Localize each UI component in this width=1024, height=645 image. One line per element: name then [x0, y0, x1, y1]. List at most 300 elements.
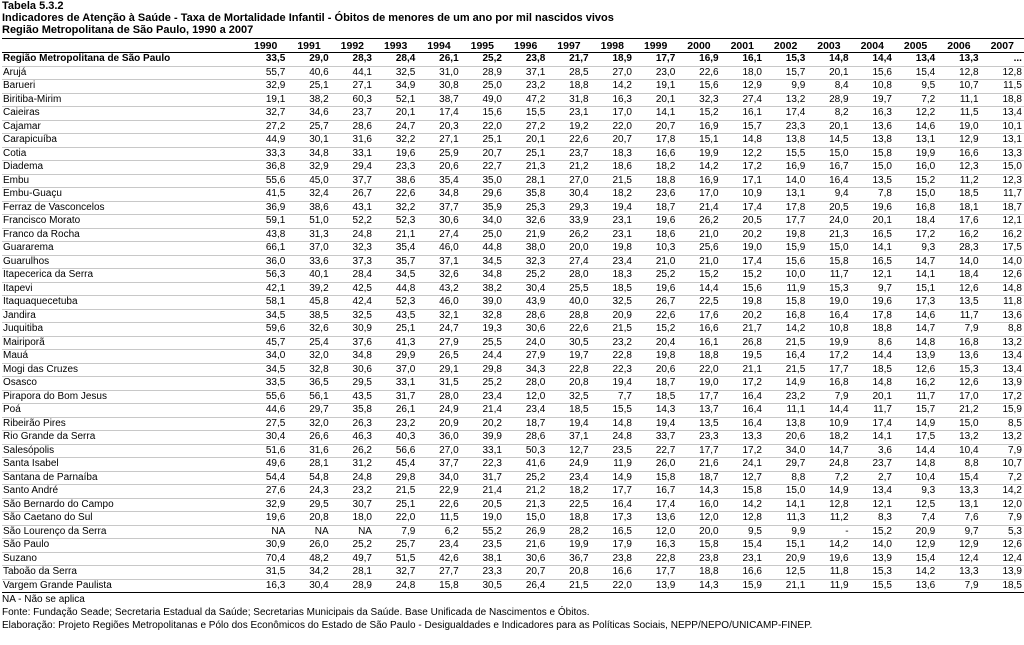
rate-cell: 14,0: [981, 255, 1024, 269]
rate-cell: 12,7: [547, 444, 590, 458]
year-header: 2000: [677, 39, 720, 53]
rate-cell: 20,2: [461, 417, 504, 431]
rate-cell: 33,1: [374, 377, 417, 391]
rate-cell: ...: [981, 53, 1024, 67]
rate-cell: 9,3: [894, 485, 937, 499]
rate-cell: 55,2: [461, 525, 504, 539]
rate-cell: 52,3: [374, 296, 417, 310]
rate-cell: 39,9: [461, 431, 504, 445]
rate-cell: 15,2: [634, 323, 677, 337]
rate-cell: 12,8: [807, 498, 850, 512]
rate-cell: 23,2: [504, 80, 547, 94]
municipality-name: Biritiba-Mirim: [2, 93, 244, 107]
municipality-name: Salesópolis: [2, 444, 244, 458]
rate-cell: 16,6: [721, 566, 764, 580]
rate-cell: 8,8: [937, 458, 980, 472]
rate-cell: 34,0: [244, 350, 287, 364]
rate-cell: 27,7: [417, 566, 460, 580]
rate-cell: 30,9: [244, 539, 287, 553]
rate-cell: 21,5: [591, 174, 634, 188]
rate-cell: 25,2: [461, 53, 504, 67]
rate-cell: 25,0: [461, 228, 504, 242]
municipality-name: Poá: [2, 404, 244, 418]
rate-cell: 16,4: [591, 498, 634, 512]
rate-cell: 41,3: [374, 336, 417, 350]
table-row: [2, 458, 1024, 472]
rate-cell: 16,8: [894, 201, 937, 215]
rate-cell: 35,8: [331, 404, 374, 418]
rate-cell: 40,6: [287, 66, 330, 80]
municipality-name: Vargem Grande Paulista: [2, 579, 244, 593]
rate-cell: 10,8: [807, 323, 850, 337]
rate-cell: 31,7: [461, 471, 504, 485]
rate-cell: 9,9: [764, 525, 807, 539]
rate-cell: 21,0: [634, 255, 677, 269]
rate-cell: 18,7: [634, 201, 677, 215]
rate-cell: 19,5: [721, 350, 764, 364]
year-header: 1993: [374, 39, 417, 53]
rate-cell: 43,5: [374, 309, 417, 323]
municipality-name: Carapicuíba: [2, 134, 244, 148]
rate-cell: 30,6: [504, 552, 547, 566]
rate-cell: 18,5: [851, 363, 894, 377]
rate-cell: 13,3: [721, 431, 764, 445]
rate-cell: 31,3: [287, 228, 330, 242]
rate-cell: 30,6: [417, 215, 460, 229]
rate-cell: 10,9: [721, 188, 764, 202]
rate-cell: 28,5: [547, 66, 590, 80]
rate-cell: 15,1: [764, 539, 807, 553]
table-row: [2, 323, 1024, 337]
rate-cell: 15,4: [894, 66, 937, 80]
rate-cell: 56,1: [287, 390, 330, 404]
rate-cell: 43,5: [331, 390, 374, 404]
rate-cell: 24,8: [331, 228, 374, 242]
rate-cell: 9,4: [807, 188, 850, 202]
rate-cell: 32,3: [677, 93, 720, 107]
rate-cell: 23,4: [591, 255, 634, 269]
rate-cell: 29,8: [461, 363, 504, 377]
municipality-name: Guararema: [2, 242, 244, 256]
rate-cell: 20,1: [504, 134, 547, 148]
rate-cell: 20,7: [461, 147, 504, 161]
municipality-name: Francisco Morato: [2, 215, 244, 229]
rate-cell: 13,7: [677, 404, 720, 418]
rate-cell: 26,0: [287, 539, 330, 553]
rate-cell: 15,0: [807, 147, 850, 161]
rate-cell: 15,5: [851, 579, 894, 593]
rate-cell: 15,1: [894, 282, 937, 296]
rate-cell: 15,6: [851, 66, 894, 80]
table-row: [2, 539, 1024, 553]
rate-cell: 23,4: [461, 390, 504, 404]
rate-cell: 8,8: [981, 323, 1024, 337]
rate-cell: 16,4: [807, 174, 850, 188]
rate-cell: 14,1: [851, 431, 894, 445]
rate-cell: 11,8: [981, 296, 1024, 310]
rate-cell: 34,5: [461, 255, 504, 269]
rate-cell: 27,1: [331, 80, 374, 94]
rate-cell: 14,1: [764, 498, 807, 512]
rate-cell: 32,5: [547, 390, 590, 404]
rate-cell: 22,0: [374, 512, 417, 526]
rate-cell: 34,2: [287, 566, 330, 580]
rate-cell: 21,3: [807, 228, 850, 242]
rate-cell: 22,3: [461, 458, 504, 472]
rate-cell: 28,9: [807, 93, 850, 107]
rate-cell: 26,2: [677, 215, 720, 229]
rate-cell: 13,8: [851, 134, 894, 148]
rate-cell: 22,9: [417, 485, 460, 499]
rate-cell: 24,1: [721, 458, 764, 472]
year-header: 1999: [634, 39, 677, 53]
rate-cell: 14,6: [894, 309, 937, 323]
rate-cell: 14,4: [894, 444, 937, 458]
rate-cell: 38,1: [461, 552, 504, 566]
rate-cell: 17,2: [807, 350, 850, 364]
rate-cell: 21,6: [504, 539, 547, 553]
rate-cell: 49,0: [461, 93, 504, 107]
rate-cell: 12,6: [981, 269, 1024, 283]
rate-cell: 17,5: [894, 431, 937, 445]
rate-cell: 12,4: [981, 552, 1024, 566]
municipality-name: Itapecerica da Serra: [2, 269, 244, 283]
rate-cell: 13,2: [981, 336, 1024, 350]
table-row: [2, 525, 1024, 539]
rate-cell: 39,0: [461, 296, 504, 310]
rate-cell: 20,1: [634, 93, 677, 107]
rate-cell: 25,0: [461, 80, 504, 94]
rate-cell: 21,4: [677, 201, 720, 215]
rate-cell: 28,3: [937, 242, 980, 256]
rate-cell: 12,9: [937, 134, 980, 148]
rate-cell: 29,0: [287, 53, 330, 67]
rate-cell: 25,2: [461, 377, 504, 391]
rate-cell: 26,2: [331, 444, 374, 458]
rate-cell: 23,3: [677, 431, 720, 445]
rate-cell: 22,7: [461, 161, 504, 175]
rate-cell: 12,6: [894, 363, 937, 377]
rate-cell: 22,3: [591, 363, 634, 377]
rate-cell: 11,5: [417, 512, 460, 526]
rate-cell: 20,9: [764, 552, 807, 566]
rate-cell: 25,6: [677, 242, 720, 256]
municipality-name: Rio Grande da Serra: [2, 431, 244, 445]
rate-cell: 14,8: [894, 336, 937, 350]
rate-cell: 10,7: [981, 458, 1024, 472]
rate-cell: 14,5: [807, 134, 850, 148]
rate-cell: 7,2: [981, 471, 1024, 485]
rate-cell: 13,5: [677, 417, 720, 431]
rate-cell: 43,2: [417, 282, 460, 296]
rate-cell: 11,2: [937, 174, 980, 188]
rate-cell: 20,1: [807, 66, 850, 80]
rate-cell: 37,7: [417, 201, 460, 215]
rate-cell: 18,5: [634, 390, 677, 404]
rate-cell: 19,0: [677, 377, 720, 391]
rate-cell: 33,3: [244, 147, 287, 161]
rate-cell: 22,8: [591, 350, 634, 364]
rate-cell: 10,4: [937, 444, 980, 458]
rate-cell: 24,0: [807, 215, 850, 229]
rate-cell: 15,6: [677, 80, 720, 94]
rate-cell: 12,7: [721, 471, 764, 485]
rate-cell: 20,8: [547, 566, 590, 580]
rate-cell: 15,2: [851, 525, 894, 539]
rate-cell: 17,7: [677, 390, 720, 404]
year-header: 2002: [764, 39, 807, 53]
rate-cell: 23,5: [591, 444, 634, 458]
rate-cell: 20,1: [374, 107, 417, 121]
rate-cell: 9,5: [894, 80, 937, 94]
rate-cell: 20,9: [591, 309, 634, 323]
rate-cell: 19,4: [591, 201, 634, 215]
rate-cell: 12,9: [937, 539, 980, 553]
rate-cell: 15,2: [721, 269, 764, 283]
rate-cell: 17,4: [721, 201, 764, 215]
rate-cell: 34,5: [244, 363, 287, 377]
rate-cell: 8,3: [851, 512, 894, 526]
rate-cell: 30,5: [461, 579, 504, 593]
rate-cell: 23,7: [547, 147, 590, 161]
rate-cell: 25,1: [504, 147, 547, 161]
rate-cell: 36,7: [547, 552, 590, 566]
rate-cell: 34,8: [331, 350, 374, 364]
rate-cell: 47,2: [504, 93, 547, 107]
rate-cell: 15,3: [764, 53, 807, 67]
rate-cell: 13,6: [634, 512, 677, 526]
rate-cell: 29,7: [287, 404, 330, 418]
rate-cell: 13,6: [894, 579, 937, 593]
rate-cell: 11,7: [937, 309, 980, 323]
rate-cell: 18,7: [981, 201, 1024, 215]
rate-cell: 24,9: [547, 458, 590, 472]
municipality-name: Juquitiba: [2, 323, 244, 337]
rate-cell: 12,8: [721, 512, 764, 526]
rate-cell: 19,4: [591, 377, 634, 391]
table-row: [2, 336, 1024, 350]
rate-cell: 18,8: [981, 93, 1024, 107]
municipality-name: Santo André: [2, 485, 244, 499]
table-row: [2, 296, 1024, 310]
rate-cell: 19,3: [461, 323, 504, 337]
rate-cell: 30,6: [504, 323, 547, 337]
rate-cell: 41,5: [244, 188, 287, 202]
rate-cell: 27,6: [244, 485, 287, 499]
rate-cell: 26,3: [331, 417, 374, 431]
rate-cell: 32,6: [287, 323, 330, 337]
rate-cell: 23,8: [677, 552, 720, 566]
rate-cell: 15,5: [504, 107, 547, 121]
rate-cell: 15,0: [807, 242, 850, 256]
rate-cell: 13,4: [981, 107, 1024, 121]
rate-cell: 19,8: [634, 350, 677, 364]
year-header: 1990: [244, 39, 287, 53]
rate-cell: 12,4: [937, 552, 980, 566]
table-row: [2, 485, 1024, 499]
rate-cell: 14,9: [807, 485, 850, 499]
rate-cell: 16,9: [677, 174, 720, 188]
rate-cell: 12,0: [981, 498, 1024, 512]
rate-cell: 15,3: [807, 282, 850, 296]
municipality-name: Ferraz de Vasconcelos: [2, 201, 244, 215]
rate-cell: 28,9: [461, 66, 504, 80]
rate-cell: 37,0: [287, 242, 330, 256]
table-row: [2, 120, 1024, 134]
mortality-table: [2, 38, 1024, 593]
rate-cell: 23,2: [591, 336, 634, 350]
rate-cell: 12,5: [894, 498, 937, 512]
rate-cell: 9,3: [894, 242, 937, 256]
rate-cell: 28,2: [547, 525, 590, 539]
rate-cell: 6,2: [417, 525, 460, 539]
rate-cell: 16,1: [677, 336, 720, 350]
rate-cell: 31,8: [547, 93, 590, 107]
rate-cell: 38,2: [461, 282, 504, 296]
rate-cell: 7,7: [591, 390, 634, 404]
rate-cell: 16,4: [807, 309, 850, 323]
rate-cell: 20,1: [807, 120, 850, 134]
rate-cell: 18,3: [591, 147, 634, 161]
rate-cell: 15,6: [764, 255, 807, 269]
rate-cell: 22,0: [461, 120, 504, 134]
rate-cell: 19,8: [591, 242, 634, 256]
municipality-name: Embu: [2, 174, 244, 188]
rate-cell: 13,6: [937, 350, 980, 364]
rate-cell: 18,2: [591, 188, 634, 202]
rate-cell: 20,5: [721, 215, 764, 229]
municipality-name: Mairiporã: [2, 336, 244, 350]
rate-cell: 22,5: [547, 498, 590, 512]
rate-cell: 52,1: [374, 93, 417, 107]
rate-cell: 44,6: [244, 404, 287, 418]
rate-cell: 23,2: [374, 417, 417, 431]
rate-cell: 23,5: [461, 539, 504, 553]
rate-cell: 19,6: [374, 147, 417, 161]
rate-cell: 30,1: [287, 134, 330, 148]
rate-cell: 38,6: [374, 174, 417, 188]
rate-cell: 30,9: [331, 323, 374, 337]
rate-cell: 70,4: [244, 552, 287, 566]
rate-cell: 11,5: [981, 80, 1024, 94]
rate-cell: 7,9: [374, 525, 417, 539]
rate-cell: 20,4: [634, 336, 677, 350]
rate-cell: 9,7: [851, 282, 894, 296]
rate-cell: 18,8: [547, 80, 590, 94]
rate-cell: 32,8: [461, 309, 504, 323]
rate-cell: 28,4: [331, 269, 374, 283]
rate-cell: 10,0: [764, 269, 807, 283]
table-row: [2, 174, 1024, 188]
rate-cell: 12,1: [851, 498, 894, 512]
rate-cell: 37,6: [331, 336, 374, 350]
rate-cell: 17,0: [677, 188, 720, 202]
rate-cell: 34,5: [374, 269, 417, 283]
rate-cell: 17,4: [634, 498, 677, 512]
rate-cell: 42,4: [331, 296, 374, 310]
rate-cell: 16,7: [634, 485, 677, 499]
rate-cell: 25,9: [417, 147, 460, 161]
rate-cell: 19,6: [244, 512, 287, 526]
rate-cell: 15,8: [677, 539, 720, 553]
rate-cell: 13,8: [764, 417, 807, 431]
rate-cell: 22,8: [547, 363, 590, 377]
rate-cell: 24,9: [417, 404, 460, 418]
municipality-name: Suzano: [2, 552, 244, 566]
rate-cell: 25,2: [504, 269, 547, 283]
rate-cell: 19,0: [937, 120, 980, 134]
table-row: [2, 363, 1024, 377]
rate-cell: 32,5: [591, 296, 634, 310]
rate-cell: 23,3: [764, 120, 807, 134]
municipality-name: Itapevi: [2, 282, 244, 296]
rate-cell: 22,7: [634, 444, 677, 458]
rate-cell: 17,7: [677, 444, 720, 458]
rate-cell: 18,8: [634, 174, 677, 188]
rate-cell: 36,8: [244, 161, 287, 175]
rate-cell: 21,0: [677, 255, 720, 269]
rate-cell: 17,6: [937, 215, 980, 229]
rate-cell: 18,2: [634, 161, 677, 175]
rate-cell: 34,9: [374, 80, 417, 94]
table-row: [2, 215, 1024, 229]
table-row: [2, 66, 1024, 80]
rate-cell: 7,9: [981, 512, 1024, 526]
rate-cell: 19,9: [807, 336, 850, 350]
rate-cell: 15,8: [634, 471, 677, 485]
rate-cell: 26,1: [417, 53, 460, 67]
rate-cell: 14,2: [807, 539, 850, 553]
rate-cell: 16,8: [764, 309, 807, 323]
rate-cell: 13,1: [894, 134, 937, 148]
rate-cell: 19,0: [807, 296, 850, 310]
rate-cell: 18,2: [807, 431, 850, 445]
rate-cell: 27,9: [417, 336, 460, 350]
rate-cell: 27,2: [504, 120, 547, 134]
rate-cell: 51,5: [374, 552, 417, 566]
rate-cell: 42,5: [331, 282, 374, 296]
rate-cell: 15,3: [851, 566, 894, 580]
rate-cell: 19,8: [764, 228, 807, 242]
rate-cell: 12,5: [764, 566, 807, 580]
rate-cell: 28,6: [504, 309, 547, 323]
table-row: [2, 201, 1024, 215]
rate-cell: 38,6: [287, 201, 330, 215]
rate-cell: 48,2: [287, 552, 330, 566]
rate-cell: 21,5: [591, 323, 634, 337]
rate-cell: NA: [287, 525, 330, 539]
rate-cell: 18,3: [591, 269, 634, 283]
rate-cell: 17,9: [591, 539, 634, 553]
rate-cell: 14,3: [677, 485, 720, 499]
table-title: Indicadores de Atenção à Saúde - Taxa de Mortalidade Infantil - Óbitos de menores de um ano por mil nascidos vivos: [2, 12, 614, 24]
table-row: [2, 228, 1024, 242]
rate-cell: 28,1: [331, 566, 374, 580]
rate-cell: 12,9: [721, 80, 764, 94]
rate-cell: 13,4: [981, 350, 1024, 364]
rate-cell: 34,0: [461, 215, 504, 229]
rate-cell: 15,0: [851, 161, 894, 175]
rate-cell: 15,2: [677, 269, 720, 283]
rate-cell: 17,7: [634, 566, 677, 580]
rate-cell: 32,1: [417, 309, 460, 323]
rate-cell: 17,4: [417, 107, 460, 121]
rate-cell: 10,4: [894, 471, 937, 485]
rate-cell: 18,2: [547, 485, 590, 499]
rate-cell: 24,8: [807, 458, 850, 472]
rate-cell: 25,5: [547, 282, 590, 296]
table-row: [2, 134, 1024, 148]
